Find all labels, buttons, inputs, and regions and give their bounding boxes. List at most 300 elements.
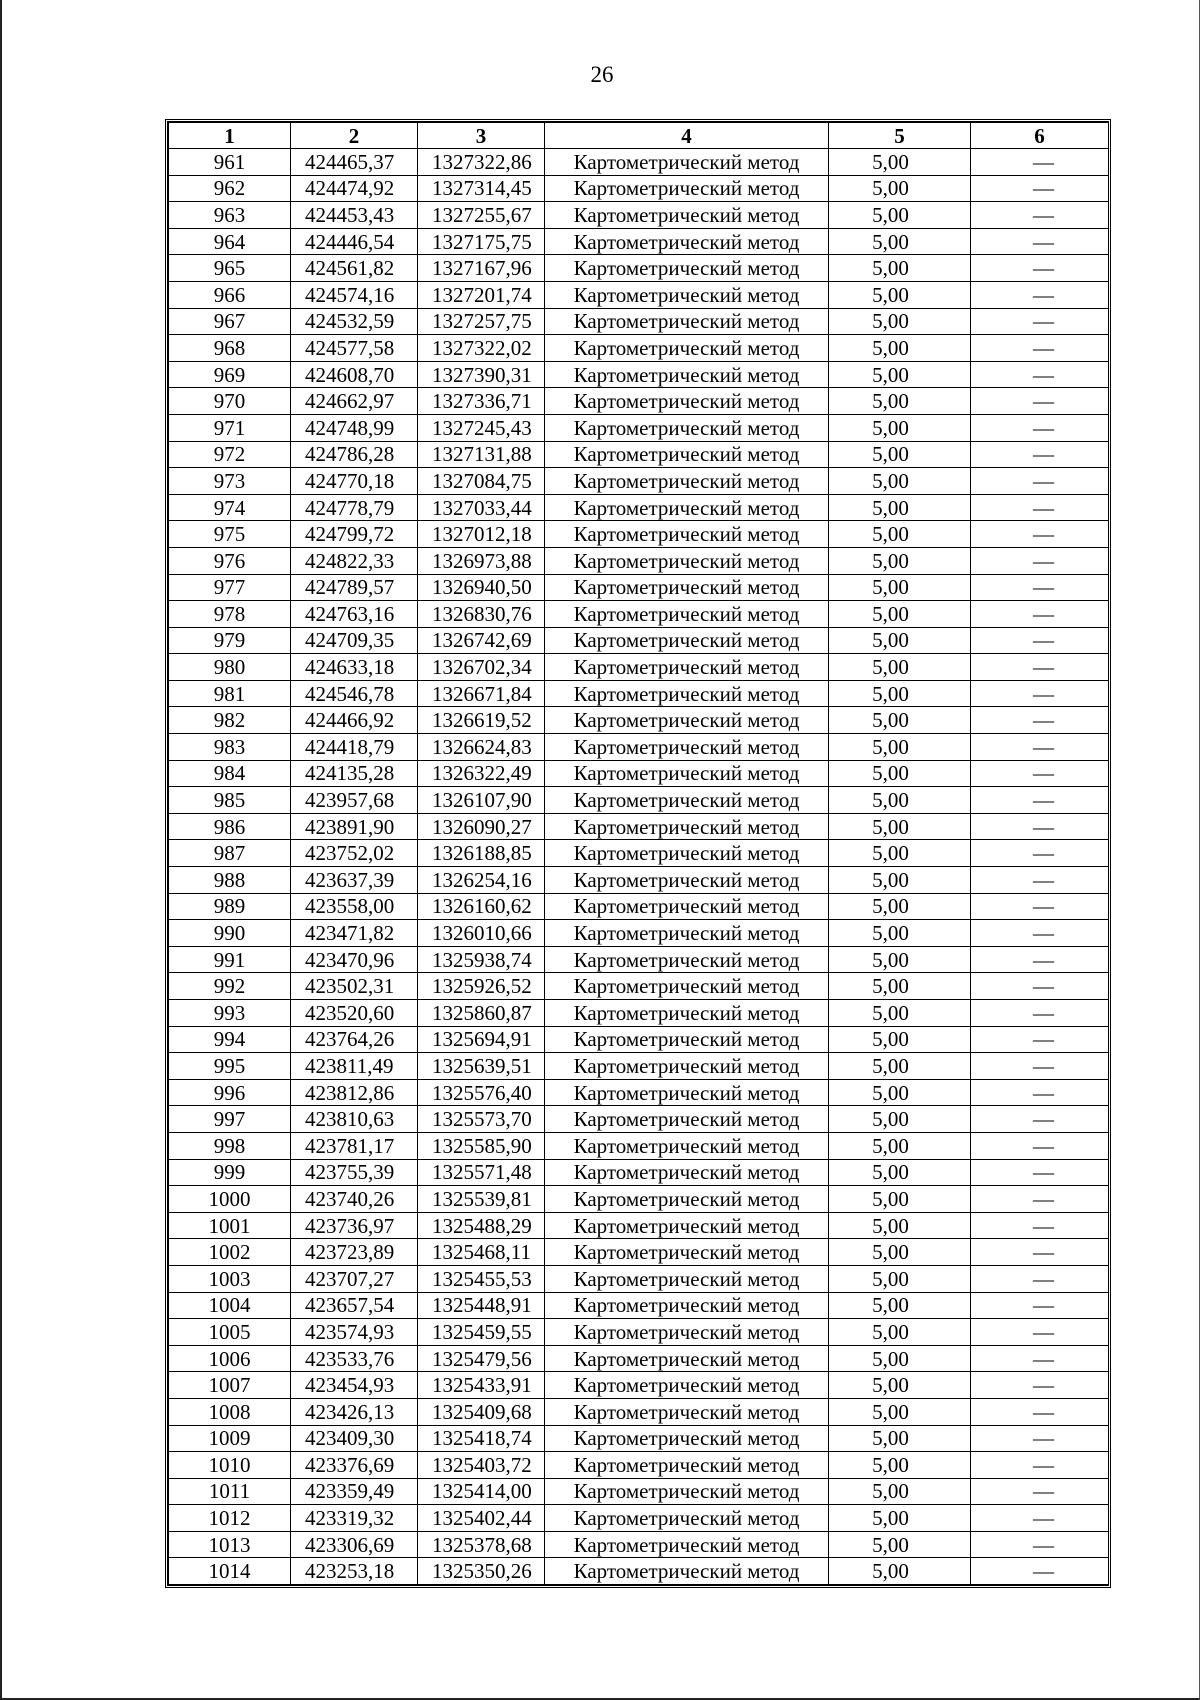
- accuracy-cell: 5,00: [829, 414, 971, 441]
- accuracy-cell: 5,00: [829, 1132, 971, 1159]
- y-coordinate-cell: 1326322,49: [418, 760, 545, 787]
- x-coordinate-cell: 424763,16: [291, 601, 418, 628]
- point-number-cell: 1013: [169, 1531, 291, 1558]
- method-cell: Картометрический метод: [545, 308, 829, 335]
- accuracy-cell: 5,00: [829, 1079, 971, 1106]
- table-row: [169, 1345, 1109, 1372]
- x-coordinate-cell: 424770,18: [291, 468, 418, 495]
- point-number-cell: 981: [169, 680, 291, 707]
- point-number-cell: 980: [169, 654, 291, 681]
- note-cell: —: [971, 627, 1109, 654]
- y-coordinate-cell: 1327245,43: [418, 414, 545, 441]
- accuracy-cell: 5,00: [829, 308, 971, 335]
- accuracy-cell: 5,00: [829, 1531, 971, 1558]
- table-row: [169, 973, 1109, 1000]
- x-coordinate-cell: 423812,86: [291, 1079, 418, 1106]
- accuracy-cell: 5,00: [829, 787, 971, 814]
- y-coordinate-cell: 1327314,45: [418, 175, 545, 202]
- table-row: [169, 281, 1109, 308]
- accuracy-cell: 5,00: [829, 494, 971, 521]
- x-coordinate-cell: 423253,18: [291, 1558, 418, 1585]
- table-row: [169, 946, 1109, 973]
- table-row: [169, 1425, 1109, 1452]
- accuracy-cell: 5,00: [829, 1452, 971, 1479]
- x-coordinate-cell: 424633,18: [291, 654, 418, 681]
- method-cell: Картометрический метод: [545, 1026, 829, 1053]
- x-coordinate-cell: 423471,82: [291, 920, 418, 947]
- table-row: [169, 654, 1109, 681]
- table-row: [169, 1239, 1109, 1266]
- method-cell: Картометрический метод: [545, 521, 829, 548]
- method-cell: Картометрический метод: [545, 654, 829, 681]
- table-row: [169, 494, 1109, 521]
- note-cell: —: [971, 388, 1109, 415]
- point-number-cell: 967: [169, 308, 291, 335]
- y-coordinate-cell: 1325926,52: [418, 973, 545, 1000]
- coordinates-table: [168, 122, 1109, 1585]
- note-cell: —: [971, 574, 1109, 601]
- y-coordinate-cell: 1326010,66: [418, 920, 545, 947]
- method-cell: Картометрический метод: [545, 1053, 829, 1080]
- method-cell: Картометрический метод: [545, 255, 829, 282]
- accuracy-cell: 5,00: [829, 1345, 971, 1372]
- x-coordinate-cell: 423533,76: [291, 1345, 418, 1372]
- accuracy-cell: 5,00: [829, 335, 971, 362]
- accuracy-cell: 5,00: [829, 361, 971, 388]
- note-cell: —: [971, 1452, 1109, 1479]
- point-number-cell: 977: [169, 574, 291, 601]
- accuracy-cell: 5,00: [829, 1398, 971, 1425]
- note-cell: —: [971, 1425, 1109, 1452]
- x-coordinate-cell: 423657,54: [291, 1292, 418, 1319]
- header-cell-4: 4: [545, 123, 829, 149]
- note-cell: —: [971, 680, 1109, 707]
- header-cell-5: 5: [829, 123, 971, 149]
- table-row: [169, 760, 1109, 787]
- y-coordinate-cell: 1325414,00: [418, 1478, 545, 1505]
- point-number-cell: 961: [169, 149, 291, 176]
- point-number-cell: 1003: [169, 1265, 291, 1292]
- accuracy-cell: 5,00: [829, 547, 971, 574]
- method-cell: Картометрический метод: [545, 1212, 829, 1239]
- point-number-cell: 979: [169, 627, 291, 654]
- method-cell: Картометрический метод: [545, 1292, 829, 1319]
- accuracy-cell: 5,00: [829, 1425, 971, 1452]
- note-cell: —: [971, 734, 1109, 761]
- method-cell: Картометрический метод: [545, 1478, 829, 1505]
- note-cell: —: [971, 1239, 1109, 1266]
- table-row: [169, 680, 1109, 707]
- method-cell: Картометрический метод: [545, 867, 829, 894]
- note-cell: —: [971, 840, 1109, 867]
- accuracy-cell: 5,00: [829, 1505, 971, 1532]
- table-row: [169, 521, 1109, 548]
- table-row: [169, 867, 1109, 894]
- point-number-cell: 989: [169, 893, 291, 920]
- method-cell: Картометрический метод: [545, 494, 829, 521]
- method-cell: Картометрический метод: [545, 441, 829, 468]
- table-row: [169, 255, 1109, 282]
- note-cell: —: [971, 494, 1109, 521]
- y-coordinate-cell: 1326107,90: [418, 787, 545, 814]
- y-coordinate-cell: 1327322,86: [418, 149, 545, 176]
- x-coordinate-cell: 424418,79: [291, 734, 418, 761]
- accuracy-cell: 5,00: [829, 1265, 971, 1292]
- y-coordinate-cell: 1325418,74: [418, 1425, 545, 1452]
- point-number-cell: 963: [169, 202, 291, 229]
- note-cell: —: [971, 335, 1109, 362]
- note-cell: —: [971, 1292, 1109, 1319]
- note-cell: —: [971, 1531, 1109, 1558]
- method-cell: Картометрический метод: [545, 680, 829, 707]
- point-number-cell: 962: [169, 175, 291, 202]
- table-row: [169, 335, 1109, 362]
- table-row: [169, 414, 1109, 441]
- method-cell: Картометрический метод: [545, 574, 829, 601]
- x-coordinate-cell: 424608,70: [291, 361, 418, 388]
- y-coordinate-cell: 1327201,74: [418, 281, 545, 308]
- method-cell: Картометрический метод: [545, 1398, 829, 1425]
- x-coordinate-cell: 424822,33: [291, 547, 418, 574]
- y-coordinate-cell: 1327084,75: [418, 468, 545, 495]
- y-coordinate-cell: 1325402,44: [418, 1505, 545, 1532]
- note-cell: —: [971, 760, 1109, 787]
- table-row: [169, 1505, 1109, 1532]
- y-coordinate-cell: 1325694,91: [418, 1026, 545, 1053]
- note-cell: —: [971, 468, 1109, 495]
- accuracy-cell: 5,00: [829, 813, 971, 840]
- method-cell: Картометрический метод: [545, 281, 829, 308]
- accuracy-cell: 5,00: [829, 521, 971, 548]
- table-body: [169, 149, 1109, 1585]
- x-coordinate-cell: 423574,93: [291, 1319, 418, 1346]
- table-row: [169, 1000, 1109, 1027]
- x-coordinate-cell: 423755,39: [291, 1159, 418, 1186]
- x-coordinate-cell: 423409,30: [291, 1425, 418, 1452]
- note-cell: —: [971, 787, 1109, 814]
- method-cell: Картометрический метод: [545, 175, 829, 202]
- point-number-cell: 971: [169, 414, 291, 441]
- method-cell: Картометрический метод: [545, 1372, 829, 1399]
- point-number-cell: 991: [169, 946, 291, 973]
- accuracy-cell: 5,00: [829, 1372, 971, 1399]
- note-cell: —: [971, 149, 1109, 176]
- y-coordinate-cell: 1326254,16: [418, 867, 545, 894]
- accuracy-cell: 5,00: [829, 893, 971, 920]
- point-number-cell: 983: [169, 734, 291, 761]
- point-number-cell: 969: [169, 361, 291, 388]
- accuracy-cell: 5,00: [829, 627, 971, 654]
- x-coordinate-cell: 424446,54: [291, 228, 418, 255]
- table-row: [169, 1531, 1109, 1558]
- x-coordinate-cell: 424577,58: [291, 335, 418, 362]
- x-coordinate-cell: 423502,31: [291, 973, 418, 1000]
- x-coordinate-cell: 423736,97: [291, 1212, 418, 1239]
- x-coordinate-cell: 423781,17: [291, 1132, 418, 1159]
- point-number-cell: 985: [169, 787, 291, 814]
- point-number-cell: 997: [169, 1106, 291, 1133]
- x-coordinate-cell: 423558,00: [291, 893, 418, 920]
- table-row: [169, 1079, 1109, 1106]
- table-row: [169, 1212, 1109, 1239]
- note-cell: —: [971, 1079, 1109, 1106]
- point-number-cell: 1005: [169, 1319, 291, 1346]
- accuracy-cell: 5,00: [829, 1026, 971, 1053]
- point-number-cell: 1011: [169, 1478, 291, 1505]
- x-coordinate-cell: 423359,49: [291, 1478, 418, 1505]
- note-cell: —: [971, 1505, 1109, 1532]
- method-cell: Картометрический метод: [545, 1159, 829, 1186]
- note-cell: —: [971, 1345, 1109, 1372]
- table-row: [169, 787, 1109, 814]
- y-coordinate-cell: 1326742,69: [418, 627, 545, 654]
- table-row: [169, 441, 1109, 468]
- x-coordinate-cell: 424709,35: [291, 627, 418, 654]
- point-number-cell: 986: [169, 813, 291, 840]
- point-number-cell: 975: [169, 521, 291, 548]
- note-cell: —: [971, 920, 1109, 947]
- table-row: [169, 627, 1109, 654]
- y-coordinate-cell: 1325860,87: [418, 1000, 545, 1027]
- accuracy-cell: 5,00: [829, 149, 971, 176]
- note-cell: —: [971, 1319, 1109, 1346]
- accuracy-cell: 5,00: [829, 1292, 971, 1319]
- table-row: [169, 1053, 1109, 1080]
- y-coordinate-cell: 1325576,40: [418, 1079, 545, 1106]
- note-cell: —: [971, 361, 1109, 388]
- y-coordinate-cell: 1325479,56: [418, 1345, 545, 1372]
- method-cell: Картометрический метод: [545, 335, 829, 362]
- y-coordinate-cell: 1325378,68: [418, 1531, 545, 1558]
- point-number-cell: 996: [169, 1079, 291, 1106]
- point-number-cell: 1000: [169, 1186, 291, 1213]
- note-cell: —: [971, 654, 1109, 681]
- y-coordinate-cell: 1327033,44: [418, 494, 545, 521]
- method-cell: Картометрический метод: [545, 601, 829, 628]
- header-cell-2: 2: [291, 123, 418, 149]
- accuracy-cell: 5,00: [829, 973, 971, 1000]
- table-row: [169, 1398, 1109, 1425]
- x-coordinate-cell: 423319,32: [291, 1505, 418, 1532]
- y-coordinate-cell: 1327012,18: [418, 521, 545, 548]
- header-cell-1: 1: [169, 123, 291, 149]
- x-coordinate-cell: 424546,78: [291, 680, 418, 707]
- page-number: 26: [590, 62, 614, 87]
- x-coordinate-cell: 424532,59: [291, 308, 418, 335]
- x-coordinate-cell: 424561,82: [291, 255, 418, 282]
- table-row: [169, 361, 1109, 388]
- table-row: [169, 1452, 1109, 1479]
- method-cell: Картометрический метод: [545, 1106, 829, 1133]
- accuracy-cell: 5,00: [829, 946, 971, 973]
- point-number-cell: 1001: [169, 1212, 291, 1239]
- y-coordinate-cell: 1327167,96: [418, 255, 545, 282]
- point-number-cell: 1010: [169, 1452, 291, 1479]
- y-coordinate-cell: 1326160,62: [418, 893, 545, 920]
- table-row: [169, 1132, 1109, 1159]
- accuracy-cell: 5,00: [829, 281, 971, 308]
- table-row: [169, 601, 1109, 628]
- x-coordinate-cell: 424135,28: [291, 760, 418, 787]
- table-row: [169, 228, 1109, 255]
- method-cell: Картометрический метод: [545, 1425, 829, 1452]
- table-row: [169, 1292, 1109, 1319]
- point-number-cell: 999: [169, 1159, 291, 1186]
- note-cell: —: [971, 521, 1109, 548]
- method-cell: Картометрический метод: [545, 760, 829, 787]
- table-row: [169, 1106, 1109, 1133]
- note-cell: —: [971, 255, 1109, 282]
- table-row: [169, 388, 1109, 415]
- method-cell: Картометрический метод: [545, 1505, 829, 1532]
- y-coordinate-cell: 1327257,75: [418, 308, 545, 335]
- accuracy-cell: 5,00: [829, 441, 971, 468]
- method-cell: Картометрический метод: [545, 388, 829, 415]
- method-cell: Картометрический метод: [545, 1239, 829, 1266]
- y-coordinate-cell: 1325403,72: [418, 1452, 545, 1479]
- x-coordinate-cell: 423810,63: [291, 1106, 418, 1133]
- table-row: [169, 1026, 1109, 1053]
- accuracy-cell: 5,00: [829, 680, 971, 707]
- y-coordinate-cell: 1325573,70: [418, 1106, 545, 1133]
- point-number-cell: 1004: [169, 1292, 291, 1319]
- x-coordinate-cell: 424786,28: [291, 441, 418, 468]
- table-row: [169, 574, 1109, 601]
- method-cell: Картометрический метод: [545, 627, 829, 654]
- y-coordinate-cell: 1327131,88: [418, 441, 545, 468]
- x-coordinate-cell: 424778,79: [291, 494, 418, 521]
- note-cell: —: [971, 707, 1109, 734]
- point-number-cell: 987: [169, 840, 291, 867]
- y-coordinate-cell: 1326090,27: [418, 813, 545, 840]
- y-coordinate-cell: 1326973,88: [418, 547, 545, 574]
- y-coordinate-cell: 1325409,68: [418, 1398, 545, 1425]
- y-coordinate-cell: 1327255,67: [418, 202, 545, 229]
- table-header-row: [169, 123, 1109, 149]
- y-coordinate-cell: 1325639,51: [418, 1053, 545, 1080]
- x-coordinate-cell: 424799,72: [291, 521, 418, 548]
- x-coordinate-cell: 424465,37: [291, 149, 418, 176]
- note-cell: —: [971, 946, 1109, 973]
- y-coordinate-cell: 1326830,76: [418, 601, 545, 628]
- y-coordinate-cell: 1325488,29: [418, 1212, 545, 1239]
- point-number-cell: 994: [169, 1026, 291, 1053]
- x-coordinate-cell: 423454,93: [291, 1372, 418, 1399]
- accuracy-cell: 5,00: [829, 920, 971, 947]
- x-coordinate-cell: 424662,97: [291, 388, 418, 415]
- method-cell: Картометрический метод: [545, 1132, 829, 1159]
- note-cell: —: [971, 1159, 1109, 1186]
- note-cell: —: [971, 547, 1109, 574]
- y-coordinate-cell: 1326619,52: [418, 707, 545, 734]
- table-row: [169, 1319, 1109, 1346]
- y-coordinate-cell: 1325459,55: [418, 1319, 545, 1346]
- table-row: [169, 1265, 1109, 1292]
- accuracy-cell: 5,00: [829, 840, 971, 867]
- y-coordinate-cell: 1325350,26: [418, 1558, 545, 1585]
- point-number-cell: 984: [169, 760, 291, 787]
- x-coordinate-cell: 424789,57: [291, 574, 418, 601]
- note-cell: —: [971, 973, 1109, 1000]
- note-cell: —: [971, 228, 1109, 255]
- method-cell: Картометрический метод: [545, 893, 829, 920]
- accuracy-cell: 5,00: [829, 175, 971, 202]
- x-coordinate-cell: 423520,60: [291, 1000, 418, 1027]
- note-cell: —: [971, 893, 1109, 920]
- point-number-cell: 974: [169, 494, 291, 521]
- point-number-cell: 1008: [169, 1398, 291, 1425]
- y-coordinate-cell: 1325938,74: [418, 946, 545, 973]
- table-row: [169, 840, 1109, 867]
- point-number-cell: 1007: [169, 1372, 291, 1399]
- accuracy-cell: 5,00: [829, 468, 971, 495]
- x-coordinate-cell: 424574,16: [291, 281, 418, 308]
- method-cell: Картометрический метод: [545, 361, 829, 388]
- y-coordinate-cell: 1326671,84: [418, 680, 545, 707]
- table-row: [169, 920, 1109, 947]
- y-coordinate-cell: 1327322,02: [418, 335, 545, 362]
- note-cell: —: [971, 441, 1109, 468]
- x-coordinate-cell: 423306,69: [291, 1531, 418, 1558]
- point-number-cell: 1012: [169, 1505, 291, 1532]
- note-cell: —: [971, 1053, 1109, 1080]
- point-number-cell: 972: [169, 441, 291, 468]
- method-cell: Картометрический метод: [545, 228, 829, 255]
- y-coordinate-cell: 1326940,50: [418, 574, 545, 601]
- note-cell: —: [971, 1398, 1109, 1425]
- note-cell: —: [971, 202, 1109, 229]
- table-row: [169, 734, 1109, 761]
- method-cell: Картометрический метод: [545, 787, 829, 814]
- y-coordinate-cell: 1325448,91: [418, 1292, 545, 1319]
- accuracy-cell: 5,00: [829, 202, 971, 229]
- method-cell: Картометрический метод: [545, 840, 829, 867]
- table-row: [169, 1159, 1109, 1186]
- accuracy-cell: 5,00: [829, 1478, 971, 1505]
- note-cell: —: [971, 867, 1109, 894]
- x-coordinate-cell: 423376,69: [291, 1452, 418, 1479]
- note-cell: —: [971, 308, 1109, 335]
- x-coordinate-cell: 423707,27: [291, 1265, 418, 1292]
- point-number-cell: 973: [169, 468, 291, 495]
- header-cell-6: 6: [971, 123, 1109, 149]
- point-number-cell: 1002: [169, 1239, 291, 1266]
- method-cell: Картометрический метод: [545, 1452, 829, 1479]
- table-row: [169, 547, 1109, 574]
- x-coordinate-cell: 423723,89: [291, 1239, 418, 1266]
- x-coordinate-cell: 423752,02: [291, 840, 418, 867]
- method-cell: Картометрический метод: [545, 1319, 829, 1346]
- point-number-cell: 978: [169, 601, 291, 628]
- y-coordinate-cell: 1325585,90: [418, 1132, 545, 1159]
- note-cell: —: [971, 414, 1109, 441]
- x-coordinate-cell: 423637,39: [291, 867, 418, 894]
- method-cell: Картометрический метод: [545, 946, 829, 973]
- y-coordinate-cell: 1327175,75: [418, 228, 545, 255]
- table-row: [169, 1478, 1109, 1505]
- x-coordinate-cell: 423957,68: [291, 787, 418, 814]
- method-cell: Картометрический метод: [545, 149, 829, 176]
- note-cell: —: [971, 1106, 1109, 1133]
- x-coordinate-cell: 423811,49: [291, 1053, 418, 1080]
- accuracy-cell: 5,00: [829, 1053, 971, 1080]
- accuracy-cell: 5,00: [829, 601, 971, 628]
- method-cell: Картометрический метод: [545, 707, 829, 734]
- method-cell: Картометрический метод: [545, 1558, 829, 1585]
- note-cell: —: [971, 1212, 1109, 1239]
- table-row: [169, 893, 1109, 920]
- y-coordinate-cell: 1327390,31: [418, 361, 545, 388]
